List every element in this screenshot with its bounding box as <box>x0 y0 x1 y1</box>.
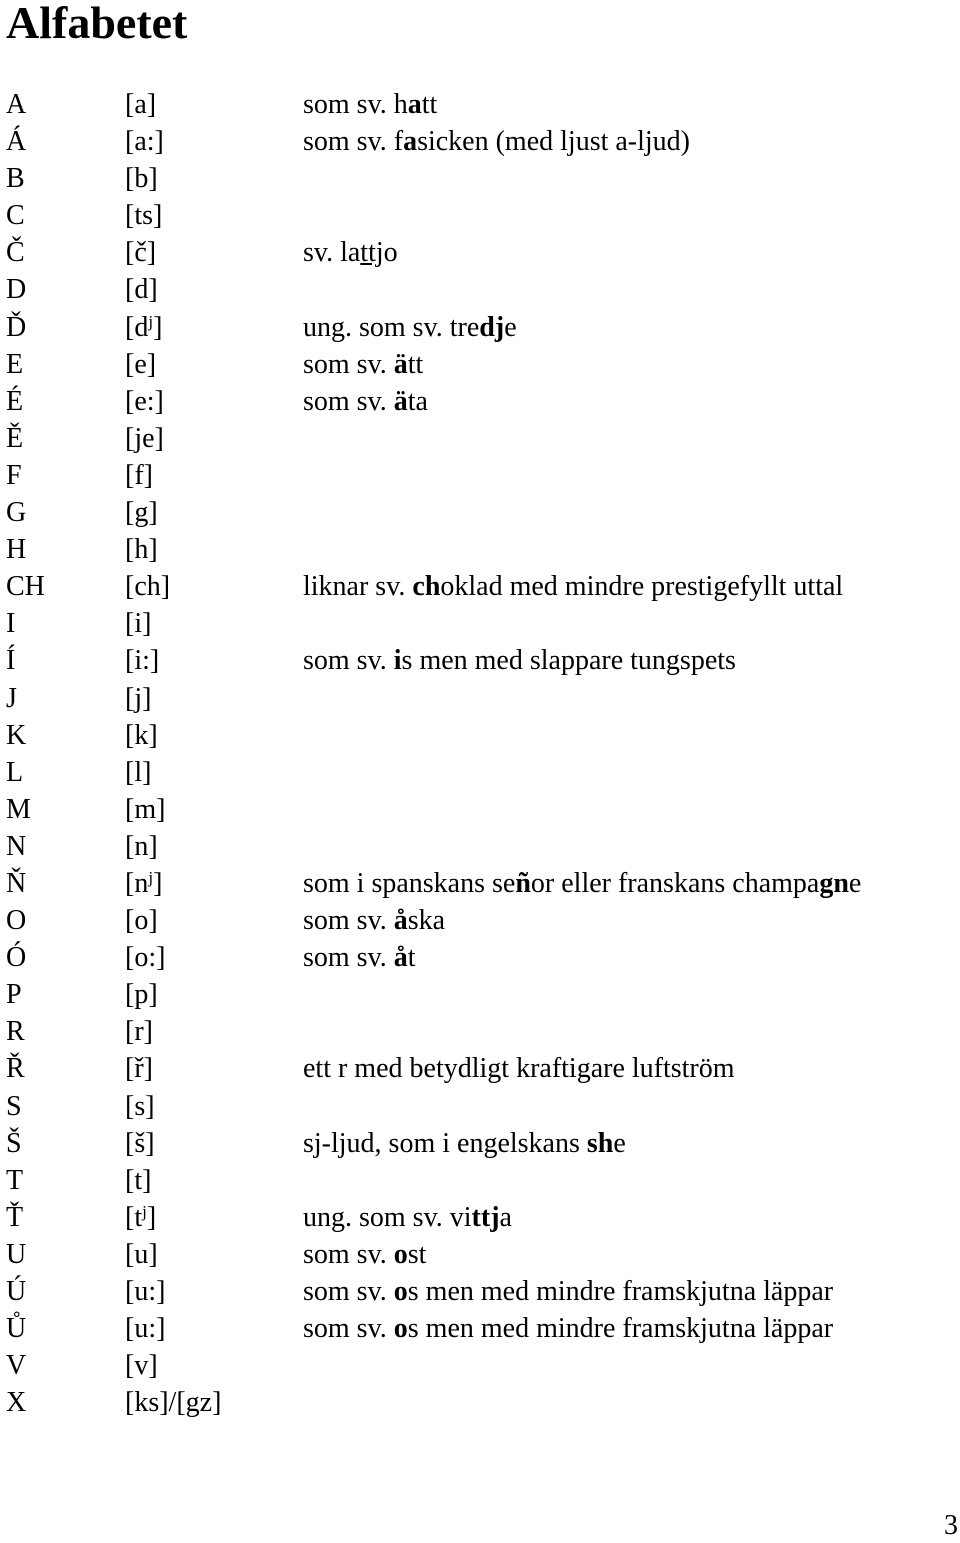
letter: Ů <box>6 1313 27 1345</box>
letter: D <box>6 274 27 306</box>
description-text: e <box>613 1127 626 1159</box>
pronunciation-text: [u:] <box>125 1313 166 1345</box>
description <box>303 939 416 976</box>
alphabet-row <box>6 420 956 457</box>
description-text: o <box>383 237 398 269</box>
description-emphasis: gn <box>819 867 849 899</box>
alphabet-row <box>6 1236 956 1273</box>
pronunciation-bracket: ] <box>153 867 163 899</box>
pronunciation <box>125 309 162 346</box>
description-emphasis: o <box>393 1276 408 1307</box>
pronunciation <box>125 1347 158 1384</box>
description-text: som sv. <box>303 905 394 937</box>
description <box>303 1125 626 1162</box>
description-emphasis: o <box>393 1313 408 1345</box>
letter: Ť <box>6 1201 24 1233</box>
pronunciation-text: [d <box>125 311 149 343</box>
description-text: ung. som sv. vi <box>303 1201 472 1233</box>
description-text: sj-ljud, som i engelskans <box>303 1127 587 1159</box>
description-text: som sv. <box>303 942 394 974</box>
description-text: som sv. <box>303 645 394 677</box>
description-emphasis: å <box>393 942 408 974</box>
description-emphasis: a <box>403 126 418 158</box>
letter: M <box>6 793 31 825</box>
description <box>303 1236 426 1273</box>
letter: R <box>6 1016 25 1048</box>
alphabet-row <box>6 717 956 754</box>
pronunciation-bracket: ] <box>153 311 163 343</box>
alphabet-row <box>6 1310 956 1347</box>
pronunciation-text: [s] <box>125 1090 155 1122</box>
pronunciation-text: [f] <box>125 459 153 491</box>
letter: U <box>6 1238 27 1270</box>
description-text: or eller franskans champa <box>530 867 820 899</box>
description-text: som i spanskans se <box>303 867 516 899</box>
letter: Í <box>6 645 16 677</box>
alphabet-row <box>6 86 956 123</box>
alphabet-row <box>6 642 956 679</box>
description-text: som sv. <box>303 1238 394 1270</box>
pronunciation <box>125 1236 158 1273</box>
pronunciation-text: [ks]/[gz] <box>125 1387 222 1419</box>
alphabet-row <box>6 791 956 828</box>
pronunciation-text: [a] <box>125 89 157 120</box>
letter: Č <box>6 237 25 269</box>
pronunciation-text: [l] <box>125 756 152 788</box>
alphabet-row <box>6 457 956 494</box>
description-text: s men med slappare tungspets <box>401 645 736 677</box>
pronunciation-text: [u] <box>125 1238 158 1270</box>
pronunciation <box>125 531 158 568</box>
pronunciation-text: [b] <box>125 163 158 195</box>
letter: Ň <box>6 867 27 899</box>
pronunciation-text: [n] <box>125 830 158 862</box>
description-emphasis: sh <box>586 1127 614 1159</box>
pronunciation-text: [o] <box>125 905 158 937</box>
pronunciation-text: [m] <box>125 793 166 825</box>
alphabet-row <box>6 531 956 568</box>
letter: V <box>6 1350 27 1382</box>
letter: J <box>6 682 17 714</box>
pronunciation-text: [i] <box>125 608 152 640</box>
description <box>303 902 445 939</box>
alphabet-row <box>6 902 956 939</box>
pronunciation <box>125 717 158 754</box>
description <box>303 568 843 605</box>
description-text: s men med mindre framskjutna läppar <box>407 1276 834 1307</box>
pronunciation-text: [e] <box>125 348 157 380</box>
pronunciation <box>125 1013 153 1050</box>
letter: B <box>6 163 25 195</box>
alphabet-row <box>6 234 956 271</box>
pronunciation-text: [v] <box>125 1350 158 1382</box>
pronunciation-text: [č] <box>125 237 157 269</box>
pronunciation <box>125 1088 155 1125</box>
page-title: Alfabetet <box>6 0 188 48</box>
description-text: e <box>504 311 517 343</box>
description-text: som sv. <box>303 1276 394 1307</box>
letter: X <box>6 1387 27 1419</box>
page-number: 3 <box>944 1510 958 1541</box>
alphabet-row <box>6 123 956 160</box>
letter: CH <box>6 571 45 603</box>
pronunciation <box>125 976 158 1013</box>
letter: S <box>6 1090 22 1122</box>
pronunciation <box>125 346 156 383</box>
pronunciation-text: [ts] <box>125 200 163 232</box>
pronunciation <box>125 1125 155 1162</box>
pronunciation-text: [ř] <box>125 1053 153 1085</box>
description-emphasis: dj <box>479 311 505 343</box>
alphabet-row <box>6 976 956 1013</box>
letter: F <box>6 459 22 491</box>
alphabet-row <box>6 1347 956 1384</box>
pronunciation <box>125 383 164 420</box>
alphabet-row <box>6 346 956 383</box>
description <box>303 642 736 679</box>
description <box>303 1050 735 1087</box>
pronunciation <box>125 1162 151 1199</box>
pronunciation-text: [r] <box>125 1016 153 1048</box>
pronunciation-text: [t] <box>125 1164 152 1196</box>
pronunciation-text: [j] <box>125 682 152 714</box>
letter: É <box>6 385 24 417</box>
palatal-superscript: j <box>142 1201 147 1221</box>
pronunciation-text: [t <box>125 1201 143 1233</box>
description-text: liknar sv. <box>303 571 413 603</box>
pronunciation-text: [u:] <box>125 1276 166 1307</box>
letter: N <box>6 830 27 862</box>
alphabet-row <box>6 568 956 605</box>
pronunciation-text: [je] <box>125 422 164 454</box>
description-emphasis: ttj <box>471 1201 500 1233</box>
pronunciation-text: [h] <box>125 534 158 566</box>
letter: Ř <box>6 1053 25 1085</box>
alphabet-row <box>6 309 956 346</box>
alphabet-row <box>6 1050 956 1087</box>
description <box>303 383 428 420</box>
letter: Ó <box>6 942 27 974</box>
pronunciation <box>125 939 165 976</box>
letter: H <box>6 534 27 566</box>
description-text: a <box>499 1201 512 1233</box>
alphabet-row <box>6 754 956 791</box>
letter: E <box>6 348 24 380</box>
letter: A <box>6 89 27 120</box>
palatal-superscript: j <box>148 311 154 331</box>
pronunciation <box>125 160 158 197</box>
pronunciation <box>125 1384 221 1421</box>
alphabet-row <box>6 160 956 197</box>
pronunciation <box>125 568 170 605</box>
alphabet-row <box>6 605 956 642</box>
description-text: ta <box>407 385 428 417</box>
pronunciation-text: [n <box>125 867 149 899</box>
pronunciation-text: [o:] <box>125 942 166 974</box>
description-text: ska <box>407 905 446 937</box>
pronunciation <box>125 1199 156 1236</box>
description <box>303 234 398 271</box>
letter: O <box>6 905 27 937</box>
pronunciation <box>125 605 151 642</box>
description-text: oklad med mindre prestigefyllt uttal <box>440 571 844 603</box>
description-text: som sv. <box>303 348 394 380</box>
description-text: som sv. f <box>303 126 404 158</box>
letter: P <box>6 979 22 1011</box>
pronunciation-text: [p] <box>125 979 158 1011</box>
letter: Ě <box>6 422 24 454</box>
palatal-superscript: j <box>148 867 154 887</box>
description <box>303 1199 512 1236</box>
alphabet-row <box>6 1273 956 1310</box>
description <box>303 865 861 902</box>
letter: C <box>6 200 25 232</box>
pronunciation-text: [i:] <box>125 645 160 677</box>
letter: Ú <box>6 1276 27 1307</box>
alphabet-row <box>6 383 956 420</box>
alphabet-row <box>6 197 956 234</box>
pronunciation <box>125 865 162 902</box>
letter: L <box>6 756 24 788</box>
pronunciation <box>125 86 156 123</box>
pronunciation <box>125 1310 165 1347</box>
letter: G <box>6 497 27 529</box>
pronunciation-text: [ch] <box>125 571 171 603</box>
description-emphasis: ä <box>393 385 408 417</box>
alphabet-row <box>6 1384 956 1421</box>
description-text: som sv. <box>303 1313 394 1345</box>
pronunciation <box>125 828 158 865</box>
letter: I <box>6 608 16 640</box>
alphabet-table <box>6 86 956 1421</box>
description <box>303 1273 833 1310</box>
pronunciation <box>125 457 153 494</box>
description-text: tt <box>407 348 424 380</box>
pronunciation <box>125 494 158 531</box>
alphabet-row <box>6 828 956 865</box>
description <box>303 346 423 383</box>
pronunciation <box>125 420 164 457</box>
alphabet-row <box>6 1162 956 1199</box>
pronunciation-bracket: ] <box>146 1201 157 1233</box>
pronunciation-text: [k] <box>125 719 158 751</box>
description-emphasis: ch <box>412 571 441 603</box>
letter: Ď <box>6 311 27 343</box>
description-text: e <box>848 867 862 899</box>
description <box>303 86 437 123</box>
description-emphasis: ñ <box>515 867 531 899</box>
description-text: som sv. h <box>303 89 408 120</box>
pronunciation <box>125 902 158 939</box>
pronunciation <box>125 234 156 271</box>
description-text: s men med mindre framskjutna läppar <box>407 1313 834 1345</box>
alphabet-row <box>6 1013 956 1050</box>
pronunciation <box>125 123 164 160</box>
pronunciation <box>125 754 151 791</box>
description <box>303 1310 833 1347</box>
letter: Š <box>6 1127 22 1159</box>
pronunciation <box>125 680 151 717</box>
description-text: t <box>407 942 416 974</box>
description-emphasis: a <box>407 89 422 120</box>
alphabet-row <box>6 865 956 902</box>
letter: Á <box>6 126 27 158</box>
alphabet-row <box>6 939 956 976</box>
alphabet-row <box>6 680 956 717</box>
pronunciation-text: [d] <box>125 274 158 306</box>
letter: T <box>6 1164 24 1196</box>
pronunciation <box>125 791 165 828</box>
pronunciation <box>125 1050 153 1087</box>
description-text: st <box>407 1238 427 1270</box>
pronunciation <box>125 642 159 679</box>
description-emphasis: o <box>393 1238 408 1270</box>
description-text: tt <box>421 89 438 120</box>
description <box>303 309 517 346</box>
pronunciation-text: [e:] <box>125 385 164 417</box>
alphabet-row <box>6 1088 956 1125</box>
description <box>303 123 690 160</box>
pronunciation <box>125 271 158 308</box>
description-emphasis: å <box>393 905 408 937</box>
alphabet-row <box>6 1125 956 1162</box>
description-text: sv. la <box>303 237 361 269</box>
alphabet-row <box>6 1199 956 1236</box>
letter: K <box>6 719 27 751</box>
pronunciation-text: [g] <box>125 497 158 529</box>
description-emphasis: ä <box>393 348 408 380</box>
pronunciation-text: [a:] <box>125 126 164 158</box>
alphabet-row <box>6 271 956 308</box>
pronunciation-text: [š] <box>125 1127 155 1159</box>
description-text: som sv. <box>303 385 394 417</box>
pronunciation <box>125 197 162 234</box>
description-text: sicken (med ljust a-ljud) <box>417 126 691 158</box>
description-text: ung. som sv. tre <box>303 311 480 343</box>
description-emphasis: i <box>393 645 402 677</box>
description-underline: ttj <box>360 237 384 269</box>
alphabet-row <box>6 494 956 531</box>
pronunciation <box>125 1273 165 1310</box>
description-text: ett r med betydligt kraftigare luftström <box>303 1053 735 1085</box>
